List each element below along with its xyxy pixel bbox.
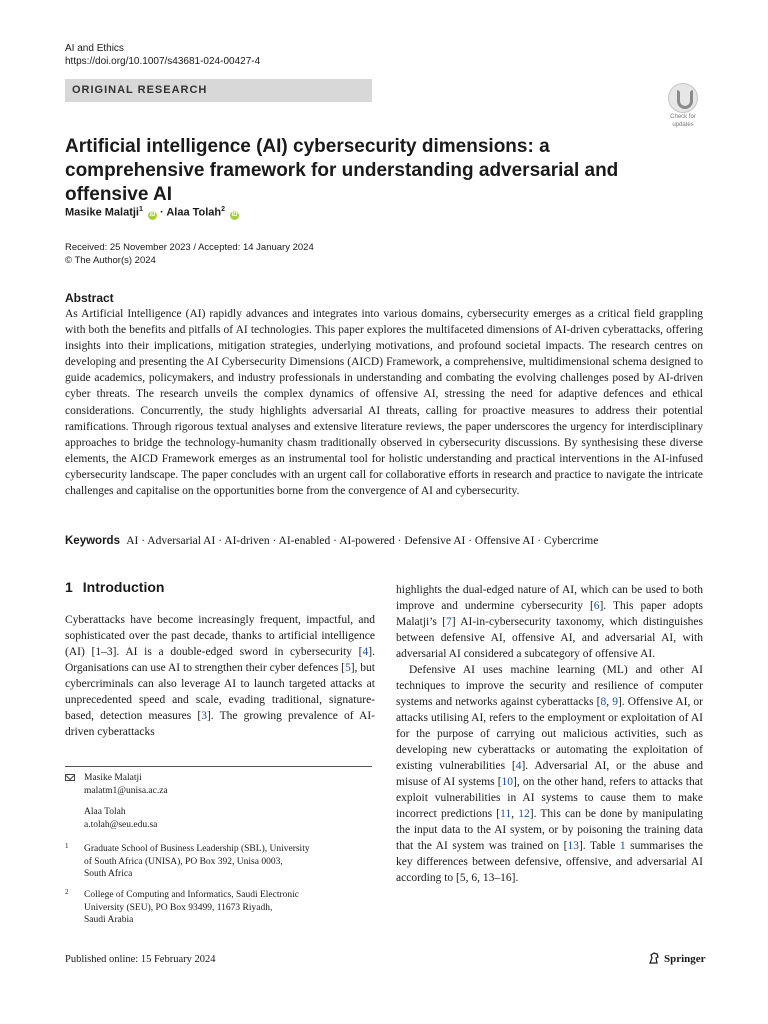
author-name[interactable]: Masike Malatji [65,206,139,219]
author-affiliation-mark: 1 [138,206,143,213]
author-list [65,203,239,220]
orcid-icon[interactable]: iD [149,211,156,218]
author-name: Alaa Tolah [84,807,126,817]
citation-link[interactable]: 4 [515,760,522,772]
doi-link[interactable]: https://doi.org/10.1007/s43681-024-00427-4 [65,56,261,67]
journal-name: AI and Ethics [65,43,124,54]
citation-link[interactable]: 10 [501,776,514,788]
body-paragraph: Cyberattacks have become increasingly frequent, impactful, and sophisticated over the past decade, thanks to artificial intelligence (AI) [1–3]. AI is a double-edged sword in cybersecurity [4]. Organisations can use AI to strengthen their cyber defences [5], but cybercriminals can also leverage AI to launch targeted attacks at unprecedented speed and scale, evading traditional, signature-based, detection measures [3]. The growing prevalence of AI-driven cyberattacks [65,614,375,738]
article-dates [65,241,314,267]
body-paragraph: highlights the dual-edged nature of AI, which can be used to both improve and undermine cybersecurity [6]. This paper adopts Malatji’s [7] AI-in-cybersecurity taxonomy, which distinguishes between defensive AI, offensive AI, and adversarial AI, with adversarial AI considered a subcategory of offensive AI. [396,584,704,660]
author-separator: · [160,206,167,219]
citation-link[interactable]: 5 [344,662,351,674]
keywords-label: Keywords [65,535,120,547]
citation-link[interactable]: 3 [201,710,207,722]
keywords-list: AI · Adversarial AI · AI-driven · AI-enabled · AI-powered · Defensive AI · Offensive AI · Cybercrime [126,535,599,547]
author-email[interactable]: a.tolah@seu.edu.sa [84,819,158,830]
copyright-notice: © The Author(s) 2024 [65,255,156,266]
corresponding-author-name: Masike Malatji [84,773,142,783]
check-updates-icon [668,83,698,113]
section-title: Introduction [82,579,165,595]
envelope-icon [65,774,75,781]
affiliation-number: 1 [65,842,69,850]
received-accepted: Received: 25 November 2023 / Accepted: 14 January 2024 [65,242,314,253]
citation-link[interactable]: 7 [446,616,452,628]
abstract-heading: Abstract [65,291,114,305]
publisher-logo[interactable] [648,952,706,965]
keywords [65,533,715,549]
springer-horse-icon [648,952,660,964]
table-link[interactable]: 1 [619,840,626,852]
body-left-column [65,612,375,740]
check-updates-line1: Check for [670,114,696,120]
abstract-text: As Artificial Intelligence (AI) rapidly advances and integrates into various domains, cybersecurity emerges as a critical field grappling with both the benefits and pitfalls of AI technologies. This paper explores the multifaceted dimensions of AI-driven cyberattacks, offering insights into their implications, mitigation strategies, underlying motivations, and profound societal impacts. The research centres on developing and presenting the AI Cybersecurity Dimensions (AICD) Framework, a comprehensive, multidimensional schema designed to guide academics, policymakers, and industry professionals in understanding and combating the evolving challenges posed by AI-driven cyber threats. The research unveils the complex dynamics of offensive AI, stressing the need for adaptive defences and ethical considerations. Concurrently, the study highlights adversarial AI threats, calling for proactive measures to address their potential ramifications. Through rigorous textual analyses and extensive literature reviews, the paper underscores the urgency for interdisciplinary approaches to bridge the technology-humanity chasm traditionally observed in cybersecurity discussions. By synthesising these diverse elements, the AICD Framework emerges as an instrumental tool for holistic understanding and practical interventions in the AI-infused cybersecurity landscape. The paper concludes with an urgent call for collaborative efforts in research and practice to navigate the intricate challenges and capitalise on the opportunities borne from the convergence of AI and cybersecurity. [65,308,703,498]
author-name[interactable]: Alaa Tolah [166,206,222,219]
citation-link[interactable]: 8 [600,696,607,708]
citation-link[interactable]: 13 [567,840,579,852]
footnote-divider [65,766,372,767]
published-online-date: Published online: 15 February 2024 [65,954,216,965]
orcid-icon[interactable]: iD [231,211,238,218]
affiliation-number: 2 [65,888,69,896]
body-paragraph: Defensive AI uses machine learning (ML) and other AI techniques to improve the security and resilience of computer systems and networks against cyberattacks [8, 9]. Offensive AI, or attacks utilising AI, refers to the employment or exploitation of AI for the purpose of carrying out malicious activities, such as developing new cyberattacks or automating the exploitation of existing vulnerabilities [4]. Adversarial AI, or the abuse and misuse of AI systems [10], on the other hand, refers to attacks that exploit vulnerabilities in AI systems to cause them to make incorrect predictions [11, 12]. This can be done by manipulating the input data to the AI system, or by poisoning the training data that the AI system was trained on [13]. Table 1 summarises the key differences between defensive, offensive, and adversarial AI according to [5, 6, 13–16]. [396,664,704,884]
citation-link[interactable]: 6 [593,600,600,612]
body-right-column [396,582,703,886]
section-heading [65,579,164,595]
corresponding-author-email[interactable]: malatm1@unisa.ac.za [84,785,168,796]
citation-link[interactable]: 9 [612,696,618,708]
affiliation-2: College of Computing and Informatics, Saudi Electronic University (SEU), PO Box 93499, 11673 Riyadh, Saudi Arabia [84,890,300,925]
section-number: 1 [65,579,73,595]
paper-title: Artificial intelligence (AI) cybersecurity dimensions: a comprehensive framework for understanding adversarial and offensive AI [65,136,619,205]
citation-link[interactable]: 11 [500,808,512,820]
check-for-updates-badge[interactable] [662,83,704,129]
article-type-banner: ORIGINAL RESEARCH [65,79,372,102]
author-affiliation-mark: 2 [221,206,226,213]
affiliation-1: Graduate School of Business Leadership (SBL), University of South Africa (UNISA), PO Box 392, Unisa 0003, South Africa [84,844,310,879]
citation-link[interactable]: 4 [362,646,369,658]
check-updates-line2: updates [672,122,694,128]
publisher-name: Springer [664,953,706,965]
citation-link[interactable]: 12 [518,808,530,820]
